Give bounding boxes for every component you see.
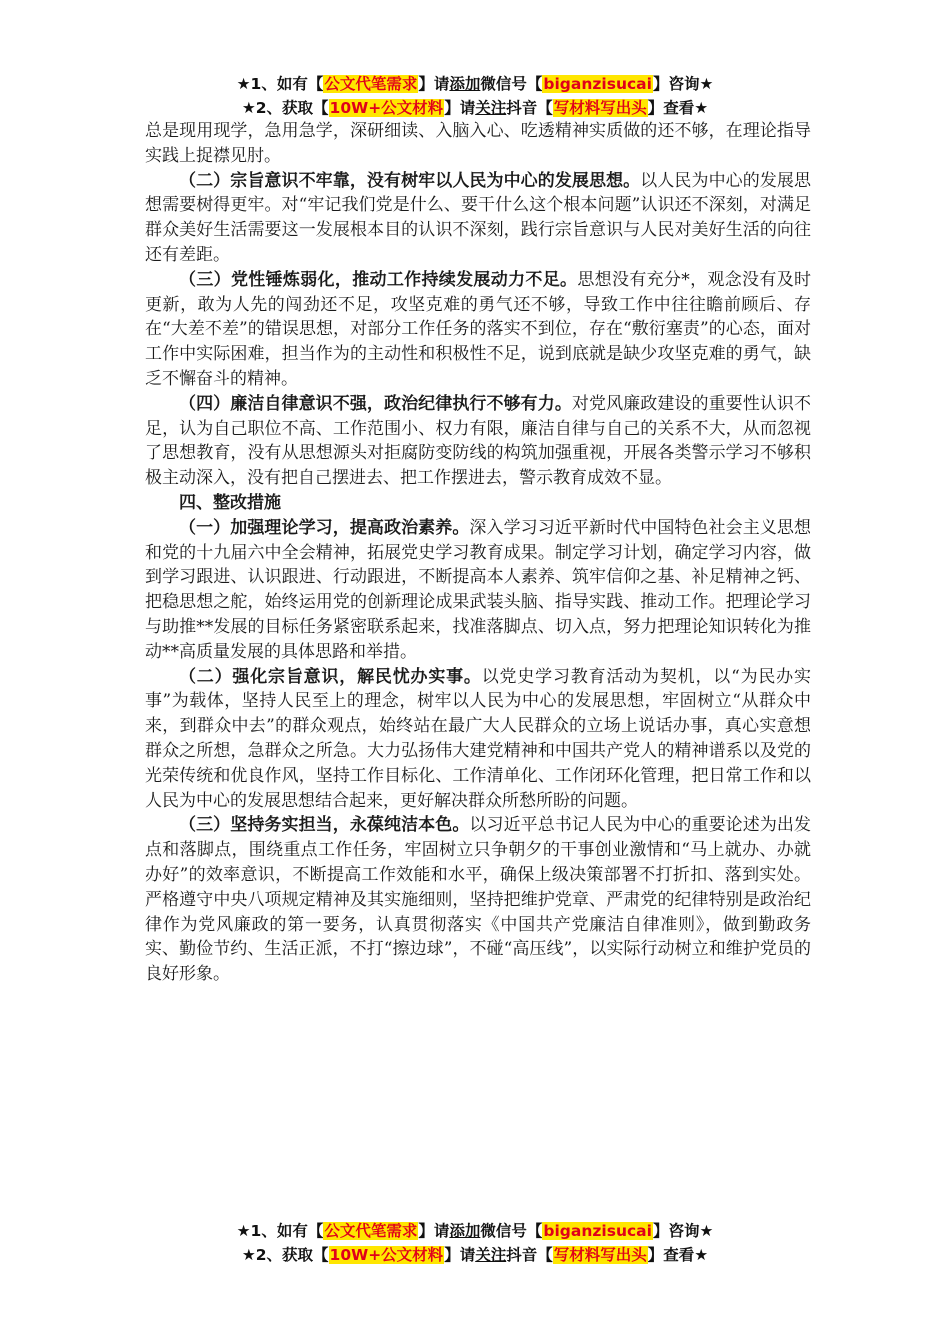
banner-line-1 bbox=[0, 1219, 950, 1243]
paragraph bbox=[145, 169, 811, 268]
paragraph-heading: （一）加强理论学习，提高政治素养。 bbox=[179, 517, 470, 538]
banner-highlight: 写材料写出头 bbox=[553, 1246, 647, 1264]
banner-highlight: 写材料写出头 bbox=[553, 99, 647, 117]
banner-text: 微信号【 bbox=[480, 75, 543, 93]
banner-text: 】请 bbox=[418, 75, 450, 93]
paragraph-text: 以习近平总书记人民为中心的重要论述为出发点和落脚点，围绕重点工作任务，牢固树立只争朝夕的干事创业激情和“马上就办、办就办好”的效率意识，不断提高工作效能和水平，确保上级决策部署不打折扣、落到实处。严格遵守中央八项规定精神及其实施细则，坚持把维护党章、严肃党的纪律特别是政治纪律作为党风廉政的第一要务，认真贯彻落实《中国共产党廉洁自律准则》，做到勤政务实、勤俭节约、生活正派，不打“擦边球”，不碰“高压线”，以实际行动树立和维护党员的良好形象。 bbox=[145, 815, 812, 985]
banner-text: 】查看★ bbox=[647, 99, 709, 117]
paragraph-heading: （四）廉洁自律意识不强，政治纪律执行不够有力。 bbox=[179, 393, 572, 414]
section-heading: 四、整改措施 bbox=[179, 492, 281, 513]
paragraph-text: 以人民为中心的发展思想需要树得更牢。对“牢记我们党是什么、要干什么这个根本问题”认识还不深刻，对满足群众美好生活需要这一发展根本目的认识不深刻，践行宗旨意识与人民对美好生活的向往还有差距。 bbox=[145, 170, 811, 265]
paragraph-text: 深入学习习近平新时代中国特色社会主义思想和党的十九届六中全会精神，拓展党史学习教育成果。制定学习计划，确定学习内容，做到学习跟进、认识跟进、行动跟进，不断提高本人素养、筑牢信仰之基、补足精神之钙、把稳思想之舵，始终运用党的创新理论成果武装头脑、指导实践、推动工作。把理论学习与助推**发展的目标任务紧密联系起来，找准落脚点、切入点，努力把理论知识转化为推动**高质量发展的具体思路和举措。 bbox=[145, 517, 812, 662]
banner-highlight: biganzisucai bbox=[543, 75, 652, 93]
banner-highlight: 10W+公文材料 bbox=[329, 99, 444, 117]
banner-text: 】请 bbox=[444, 99, 476, 117]
top-ad-banner bbox=[0, 72, 950, 120]
banner-text: 】咨询★ bbox=[652, 1222, 714, 1240]
paragraph bbox=[145, 392, 811, 491]
banner-highlight: 公文代笔需求 bbox=[324, 1222, 418, 1240]
document-body bbox=[145, 119, 811, 987]
banner-highlight: 10W+公文材料 bbox=[329, 1246, 444, 1264]
banner-text: ★2、获取【 bbox=[241, 1246, 329, 1264]
banner-highlight: biganzisucai bbox=[543, 1222, 652, 1240]
banner-underlined: 添加 bbox=[449, 1222, 481, 1240]
paragraph-text: 以党史学习教育活动为契机，以“为民办实事”为载体，坚持人民至上的理念，树牢以人民为中心的发展思想，牢固树立“从群众中来，到群众中去”的群众观点，始终站在最广大人民群众的立场上说话办事，真心实意想群众之所想，急群众之所急。大力弘扬伟大建党精神和中国共产党人的精神谱系以及党的光荣传统和优良作风，坚持工作目标化、工作清单化、工作闭环化管理，把日常工作和以人民为中心的发展思想结合起来，更好解决群众所愁所盼的问题。 bbox=[145, 666, 811, 811]
paragraph-heading: （二）宗旨意识不牢靠，没有树牢以人民为中心的发展思想。 bbox=[179, 170, 641, 191]
bottom-ad-banner bbox=[0, 1219, 950, 1267]
banner-text: 】请 bbox=[444, 1246, 476, 1264]
banner-line-1 bbox=[0, 72, 950, 96]
banner-text: 】查看★ bbox=[647, 1246, 709, 1264]
banner-underlined: 添加 bbox=[449, 75, 481, 93]
paragraph bbox=[145, 516, 811, 665]
paragraph-text: 思想没有充分*，观念没有及时更新，敢为人先的闯劲还不足，攻坚克难的勇气还不够，导致工作中往往瞻前顾后、存在“大差不差”的错误思想，对部分工作任务的落实不到位，存在“敷衍塞责”的心态，面对工作中实际困难，担当作为的主动性和积极性不足，说到底就是缺少攻坚克难的勇气，缺乏不懈奋斗的精神。 bbox=[145, 269, 812, 389]
banner-underlined: 关注 bbox=[475, 1246, 507, 1264]
paragraph: 总是现用现学，急用急学，深研细读、入脑入心、吃透精神实质做的还不够，在理论指导实践上捉襟见肘。 bbox=[145, 121, 811, 166]
banner-line-2 bbox=[0, 1243, 950, 1267]
banner-line-2 bbox=[0, 96, 950, 120]
paragraph-heading: （二）强化宗旨意识，解民忧办实事。 bbox=[179, 666, 482, 687]
banner-text: 微信号【 bbox=[480, 1222, 543, 1240]
banner-text: 抖音【 bbox=[506, 99, 553, 117]
paragraph-heading: （三）党性锤炼弱化，推动工作持续发展动力不足。 bbox=[179, 269, 578, 290]
paragraph bbox=[145, 813, 811, 987]
banner-text: 】请 bbox=[418, 1222, 450, 1240]
banner-highlight: 公文代笔需求 bbox=[324, 75, 418, 93]
paragraph bbox=[145, 268, 811, 392]
banner-text: ★1、如有【 bbox=[236, 1222, 324, 1240]
paragraph bbox=[145, 665, 811, 814]
banner-text: ★2、获取【 bbox=[241, 99, 329, 117]
banner-text: 抖音【 bbox=[506, 1246, 553, 1264]
banner-text: 】咨询★ bbox=[652, 75, 714, 93]
banner-text: ★1、如有【 bbox=[236, 75, 324, 93]
paragraph-heading: （三）坚持务实担当，永葆纯洁本色。 bbox=[179, 815, 470, 836]
paragraph-text: 对党风廉政建设的重要性认识不足，认为自己职位不高、工作范围小、权力有限，廉洁自律与自己的关系不大，从而忽视了思想教育，没有从思想源头对拒腐防变防线的构筑加强重视，开展各类警示学习不够积极主动深入，没有把自己摆进去、把工作摆进去，警示教育成效不显。 bbox=[145, 393, 812, 489]
banner-underlined: 关注 bbox=[475, 99, 507, 117]
